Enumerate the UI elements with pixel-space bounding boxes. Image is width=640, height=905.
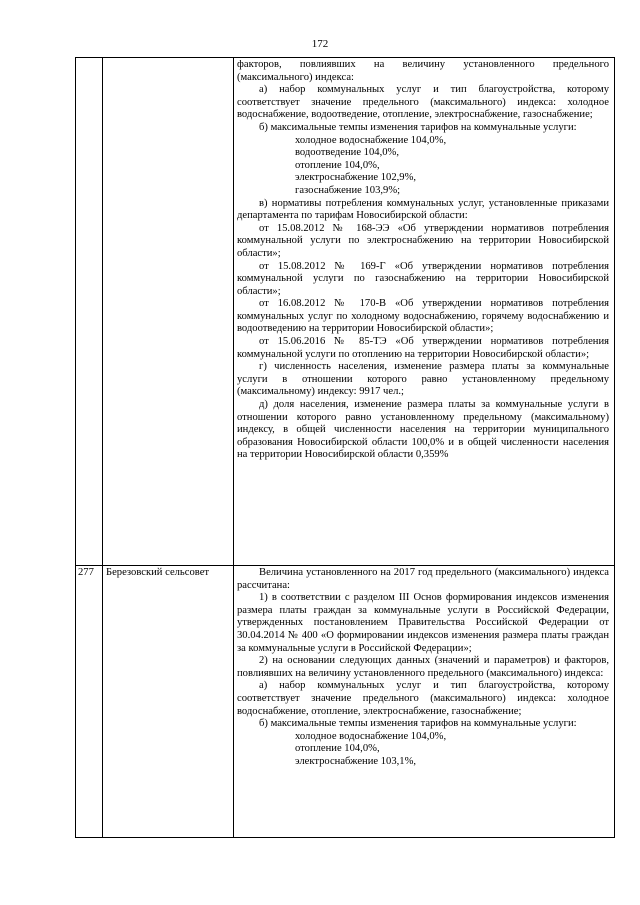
paragraph: г) численность населения, изменение размера платы за коммунальные услуги в отношении которого равно установленному предельному (максимальному) индексу: 9917 чел.; xyxy=(237,361,609,398)
paragraph: д) доля населения, изменение размера платы за коммунальные услуги в отношении которого равно установленному предельному (максимальному) индексу, в общей численности населения на территории муниципального образования Новосибирской области 100,0% и в общей численности населения на территории Новосибирской области 0,359% xyxy=(237,399,609,461)
paragraph: газоснабжение 103,9%; xyxy=(295,184,401,196)
row-number-cell xyxy=(76,58,103,566)
paragraph: холодное водоснабжение 104,0%, xyxy=(295,730,447,742)
paragraph: от 15.08.2012 № 169-Г «Об утверждении нормативов потребления коммунальной услуги по газоснабжению на территории Новосибирской области»; xyxy=(237,260,609,297)
paragraph: Величина установленного на 2017 год предельного (максимального) индекса рассчитана: xyxy=(237,567,609,591)
table-row xyxy=(76,58,615,566)
municipality-name-cell xyxy=(103,58,234,566)
table-row xyxy=(76,566,615,838)
paragraph: в) нормативы потребления коммунальных услуг, установленные приказами департамента по тарифам Новосибирской области: xyxy=(237,197,609,222)
paragraph: б) максимальные темпы изменения тарифов на коммунальные услуги: xyxy=(259,121,577,133)
municipality-name-cell: Березовский сельсовет xyxy=(103,566,234,838)
paragraph: факторов, повлиявших на величину установленного предельного (максимального) индекса: xyxy=(237,59,609,83)
paragraph: водоотведение 104,0%, xyxy=(295,147,399,159)
document-table xyxy=(75,57,615,838)
paragraph: 2) на основании следующих данных (значений и параметров) и факторов, повлиявших на величину установленного предельного (максимального) индекса: xyxy=(237,655,609,679)
paragraph: отопление 104,0%, xyxy=(295,743,380,755)
paragraph: отопление 104,0%, xyxy=(295,159,380,171)
paragraph: б) максимальные темпы изменения тарифов на коммунальные услуги: xyxy=(259,718,577,730)
page-number: 172 xyxy=(311,38,329,50)
row-number-cell: 277 xyxy=(76,566,103,838)
description-cell xyxy=(234,566,615,838)
paragraph: от 16.08.2012 № 170-В «Об утверждении нормативов потребления коммунальных услуг по холодному водоснабжению, горячему водоснабжению и водоотведению на территории Новосибирской области»; xyxy=(237,298,609,335)
paragraph: от 15.08.2012 № 168-ЭЭ «Об утверждении нормативов потребления коммунальной услуги по электроснабжению на территории Новосибирской области»; xyxy=(237,222,609,259)
paragraph: 1) в соответствии с разделом III Основ формирования индексов изменения размера платы граждан за коммунальные услуги в Российской Федерации, утвержденных постановлением Правительства Российской Федерации от 30.04.2014 № 400 «О формировании индексов изменения размера платы граждан за коммунальные услуги в Российской Федерации»; xyxy=(237,592,609,654)
paragraph: холодное водоснабжение 104,0%, xyxy=(295,134,447,146)
paragraph: а) набор коммунальных услуг и тип благоустройства, которому соответствует значение предельного (максимального) индекса: холодное водоснабжение, отопление, электроснабжение, газоснабжение; xyxy=(237,680,609,717)
paragraph: электроснабжение 103,1%, xyxy=(295,755,417,767)
paragraph: а) набор коммунальных услуг и тип благоустройства, которому соответствует значение предельного (максимального) индекса: холодное водоснабжение, водоотведение, отопление, электроснабжение, газоснабжение; xyxy=(237,84,609,121)
paragraph: от 15.06.2016 № 85-ТЭ «Об утверждении нормативов потребления коммунальной услуги по отоплению на территории Новосибирской области»; xyxy=(237,336,609,360)
description-cell xyxy=(234,58,615,566)
paragraph: электроснабжение 102,9%, xyxy=(295,172,417,184)
